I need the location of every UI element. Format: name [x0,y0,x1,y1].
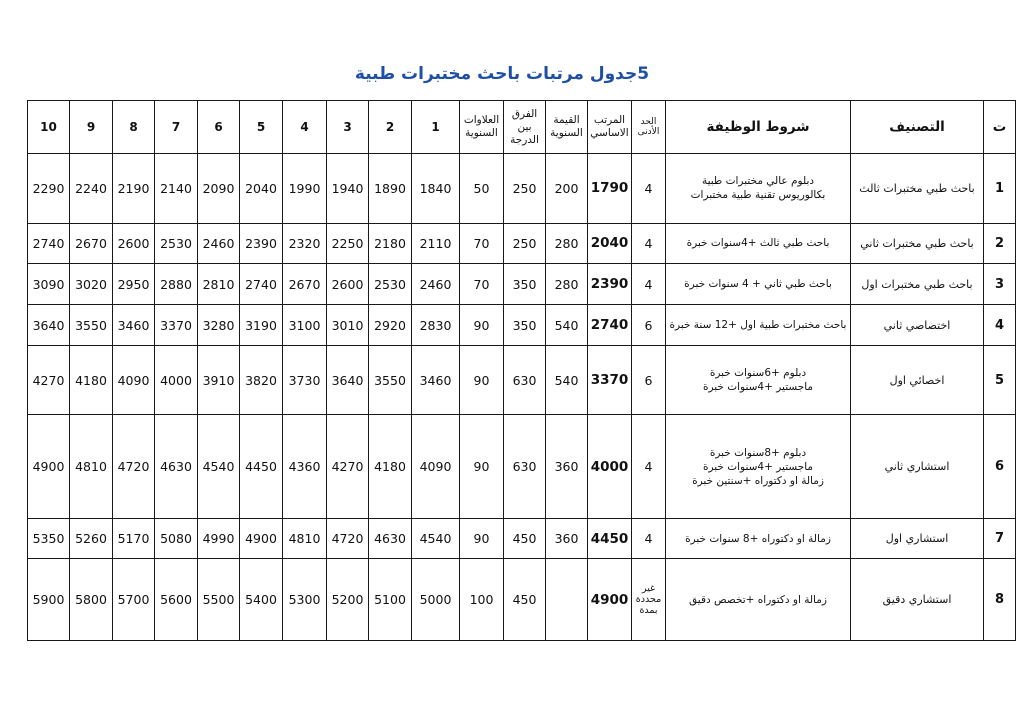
step-cell-6: 3280 [198,305,240,346]
step-cell-8: 2600 [113,223,155,264]
table-row [28,345,1016,415]
index-cell: 8 [984,559,1016,641]
annual-raises-cell: 50 [460,154,504,224]
header-annual-raises: العلاوات السنوية [460,101,504,154]
step-cell-8: 4720 [113,415,155,518]
step-cell-4: 1990 [283,154,327,224]
requirements-cell [666,223,851,264]
step-cell-9: 2670 [70,223,113,264]
header-grade-diff: الفرق بين الدرجة [504,101,546,154]
header-step-2: 2 [369,101,412,154]
step-cell-3: 1940 [327,154,369,224]
step-cell-2: 4630 [369,518,412,559]
min-period-cell: 6 [632,305,666,346]
step-cell-3: 3640 [327,345,369,415]
requirements-cell [666,518,851,559]
header-step-8: 8 [113,101,155,154]
index-cell: 4 [984,305,1016,346]
grade-diff-cell: 350 [504,305,546,346]
step-cell-7: 2140 [155,154,198,224]
index-cell: 2 [984,223,1016,264]
salary-table [27,100,1016,641]
step-cell-7: 5600 [155,559,198,641]
step-cell-7: 5080 [155,518,198,559]
header-requirements: شروط الوظيفة [666,101,851,154]
step-cell-6: 2460 [198,223,240,264]
step-cell-5: 3820 [240,345,283,415]
step-cell-4: 2320 [283,223,327,264]
base-salary-cell: 4450 [588,518,632,559]
grade-diff-cell: 450 [504,518,546,559]
step-cell-5: 2390 [240,223,283,264]
header-base-salary: المرتب الاساسي [588,101,632,154]
step-cell-5: 4900 [240,518,283,559]
step-cell-1: 2460 [412,264,460,305]
index-cell: 6 [984,415,1016,518]
step-cell-4: 5300 [283,559,327,641]
step-cell-2: 3550 [369,345,412,415]
annual-value-cell: 540 [546,305,588,346]
step-cell-3: 4270 [327,415,369,518]
header-row [28,101,1016,154]
classification-cell: استشاري اول [851,518,984,559]
table-body [28,154,1016,641]
header-annual-value: القيمة السنوية [546,101,588,154]
requirement-line: باحث طبي ثالث +4سنوات خبرة [686,237,830,250]
header-step-7: 7 [155,101,198,154]
step-cell-2: 2180 [369,223,412,264]
annual-raises-cell: 100 [460,559,504,641]
step-cell-1: 2110 [412,223,460,264]
header-step-3: 3 [327,101,369,154]
min-period-cell: 6 [632,345,666,415]
min-period-cell: 4 [632,223,666,264]
annual-raises-cell: 90 [460,345,504,415]
min-period-cell: 4 [632,415,666,518]
grade-diff-cell: 250 [504,154,546,224]
step-cell-3: 2600 [327,264,369,305]
page-title: 5جدول مرتبات باحث مختبرات طبية [354,64,650,84]
requirement-line: ماجستير +4سنوات خبرة [702,460,814,473]
step-cell-9: 3020 [70,264,113,305]
classification-cell: اختصاصي ثاني [851,305,984,346]
step-cell-4: 4360 [283,415,327,518]
grade-diff-cell: 450 [504,559,546,641]
grade-diff-cell: 350 [504,264,546,305]
annual-value-cell: 280 [546,223,588,264]
step-cell-6: 2810 [198,264,240,305]
step-cell-3: 4720 [327,518,369,559]
step-cell-2: 2920 [369,305,412,346]
step-cell-1: 2830 [412,305,460,346]
step-cell-3: 5200 [327,559,369,641]
step-cell-4: 3730 [283,345,327,415]
header-min-period: الحد الأدنى [632,101,666,154]
annual-value-cell: 280 [546,264,588,305]
annual-raises-cell: 70 [460,264,504,305]
annual-raises-cell: 90 [460,518,504,559]
step-cell-10: 3640 [28,305,70,346]
annual-value-cell: 360 [546,518,588,559]
step-cell-6: 5500 [198,559,240,641]
step-cell-8: 5170 [113,518,155,559]
index-cell: 3 [984,264,1016,305]
classification-cell: باحث طبي مختبرات اول [851,264,984,305]
requirement-line: زمالة او دكتوراه +8 سنوات خبرة [685,532,831,545]
requirement-line: دبلوم +8سنوات خبرة [709,446,807,459]
annual-raises-cell: 70 [460,223,504,264]
step-cell-10: 3090 [28,264,70,305]
step-cell-9: 2240 [70,154,113,224]
header-step-6: 6 [198,101,240,154]
min-period-cell: 4 [632,154,666,224]
annual-value-cell: 200 [546,154,588,224]
step-cell-1: 4540 [412,518,460,559]
step-cell-2: 2530 [369,264,412,305]
base-salary-cell: 1790 [588,154,632,224]
header-classification: التصنيف [851,101,984,154]
step-cell-9: 5800 [70,559,113,641]
base-salary-cell: 4000 [588,415,632,518]
index-cell: 7 [984,518,1016,559]
step-cell-7: 2530 [155,223,198,264]
requirements-cell [666,305,851,346]
classification-cell: استشاري ثاني [851,415,984,518]
step-cell-10: 2740 [28,223,70,264]
step-cell-8: 5700 [113,559,155,641]
step-cell-7: 2880 [155,264,198,305]
header-step-9: 9 [70,101,113,154]
step-cell-5: 3190 [240,305,283,346]
table-row [28,264,1016,305]
requirement-line: دبلوم +6سنوات خبرة [709,367,807,380]
step-cell-7: 4000 [155,345,198,415]
step-cell-5: 4450 [240,415,283,518]
step-cell-1: 5000 [412,559,460,641]
requirements-cell [666,559,851,641]
min-period-cell: غير محددة بمدة [632,559,666,641]
step-cell-9: 4810 [70,415,113,518]
requirement-line: باحث مختبرات طبية اول +12 سنة خبرة [669,319,847,332]
step-cell-9: 4180 [70,345,113,415]
requirements-cell [666,264,851,305]
step-cell-6: 2090 [198,154,240,224]
step-cell-3: 3010 [327,305,369,346]
step-cell-10: 4270 [28,345,70,415]
header-index: ت [984,101,1016,154]
annual-value-cell: 360 [546,415,588,518]
min-period-cell: 4 [632,264,666,305]
requirement-line: زمالة او دكتوراه +سنتين خبرة [692,474,824,487]
table-row [28,223,1016,264]
header-step-10: 10 [28,101,70,154]
table-row [28,518,1016,559]
step-cell-1: 1840 [412,154,460,224]
index-cell: 5 [984,345,1016,415]
base-salary-cell: 3370 [588,345,632,415]
step-cell-7: 3370 [155,305,198,346]
step-cell-8: 4090 [113,345,155,415]
classification-cell: استشاري دقيق [851,559,984,641]
step-cell-10: 5350 [28,518,70,559]
step-cell-10: 4900 [28,415,70,518]
index-cell: 1 [984,154,1016,224]
step-cell-1: 3460 [412,345,460,415]
step-cell-4: 4810 [283,518,327,559]
step-cell-10: 5900 [28,559,70,641]
base-salary-cell: 2040 [588,223,632,264]
step-cell-9: 3550 [70,305,113,346]
annual-value-cell: 540 [546,345,588,415]
step-cell-5: 5400 [240,559,283,641]
annual-raises-cell: 90 [460,415,504,518]
step-cell-4: 2670 [283,264,327,305]
grade-diff-cell: 630 [504,415,546,518]
step-cell-1: 4090 [412,415,460,518]
table-row [28,559,1016,641]
requirement-line: زمالة او دكتوراه +تخصص دقيق [689,593,827,606]
step-cell-2: 1890 [369,154,412,224]
base-salary-cell: 4900 [588,559,632,641]
base-salary-cell: 2390 [588,264,632,305]
step-cell-9: 5260 [70,518,113,559]
table-row [28,305,1016,346]
classification-cell: باحث طبي مختبرات ثالث [851,154,984,224]
min-period-cell: 4 [632,518,666,559]
header-step-4: 4 [283,101,327,154]
requirement-line: باحث طبي ثاني + 4 سنوات خبرة [684,278,832,291]
header-step-1: 1 [412,101,460,154]
base-salary-cell: 2740 [588,305,632,346]
step-cell-2: 5100 [369,559,412,641]
requirements-cell [666,345,851,415]
step-cell-6: 4990 [198,518,240,559]
header-step-5: 5 [240,101,283,154]
table-row [28,415,1016,518]
requirement-line: دبلوم عالي مختبرات طبية [701,175,815,188]
table-row [28,154,1016,224]
step-cell-8: 3460 [113,305,155,346]
step-cell-6: 3910 [198,345,240,415]
step-cell-8: 2950 [113,264,155,305]
step-cell-2: 4180 [369,415,412,518]
step-cell-8: 2190 [113,154,155,224]
step-cell-3: 2250 [327,223,369,264]
step-cell-5: 2040 [240,154,283,224]
step-cell-7: 4630 [155,415,198,518]
grade-diff-cell: 630 [504,345,546,415]
step-cell-6: 4540 [198,415,240,518]
requirements-cell [666,154,851,224]
step-cell-5: 2740 [240,264,283,305]
annual-value-cell [546,559,588,641]
classification-cell: اخصائي اول [851,345,984,415]
requirement-line: ماجستير +4سنوات خبرة [702,381,814,394]
requirement-line: بكالوريوس تقنية طبية مختبرات [690,189,826,202]
classification-cell: باحث طبي مختبرات ثاني [851,223,984,264]
annual-raises-cell: 90 [460,305,504,346]
requirements-cell [666,415,851,518]
step-cell-4: 3100 [283,305,327,346]
step-cell-10: 2290 [28,154,70,224]
grade-diff-cell: 250 [504,223,546,264]
